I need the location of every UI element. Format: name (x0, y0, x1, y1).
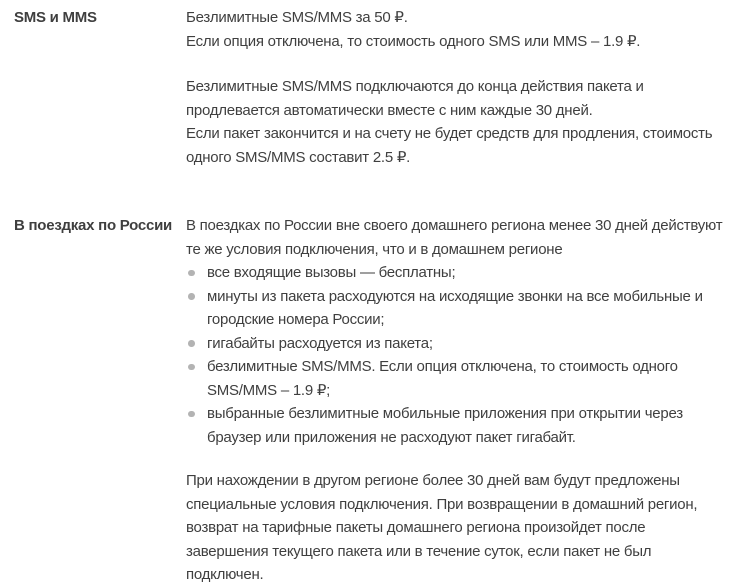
bullet-text: все входящие вызовы — бесплатны; (207, 264, 456, 281)
bullet-list (186, 261, 731, 449)
section-sms-mms (14, 6, 741, 169)
bullet-item-unlimited-apps (186, 402, 731, 449)
bullet-text: минуты из пакета расходуются на исходящие звонки на все мобильные и городские номера России; (207, 287, 703, 328)
bullet-marker-icon (188, 364, 195, 371)
bullet-marker-icon (188, 270, 195, 277)
paragraph-sms-price (186, 6, 731, 53)
bullet-marker-icon (188, 293, 195, 300)
paragraph-travel-intro: В поездках по России вне своего домашнего региона менее 30 дней действуют те же условия подключения, что и в домашнем регионе (186, 217, 723, 258)
text-line: Безлимитные SMS/MMS за 50 ₽. (186, 9, 408, 26)
bullet-marker-icon (188, 340, 195, 347)
section-content-travel-russia (186, 214, 731, 584)
bullet-text: выбранные безлимитные мобильные приложения при открытии через браузер или приложения не расходуют пакет гигабайт. (207, 405, 683, 446)
bullet-item-unlimited-sms (186, 355, 731, 402)
bullet-item-gigabytes (186, 332, 731, 356)
paragraph-travel-outro: При нахождении в другом регионе более 30 дней вам будут предложены специальные условия подключения. При возвращении в домашний регион, возврат на тарифные пакеты домашнего региона произойдет после завершения текущего пакета или в течение суток, если пакет не был подключен. (186, 472, 698, 583)
section-label-sms-mms: SMS и MMS (14, 9, 97, 26)
text-line: Если пакет закончится и на счету не будет средств для продления, стоимость одного SMS/MMS составит 2.5 ₽. (186, 125, 713, 166)
text-line: Если опция отключена, то стоимость одного SMS или MMS – 1.9 ₽. (186, 32, 641, 50)
bullet-marker-icon (188, 411, 195, 418)
text-line: Безлимитные SMS/MMS подключаются до конца действия пакета и продлевается автоматически вместе с ним каждые 30 дней. (186, 78, 644, 119)
paragraph-sms-renewal (186, 75, 731, 169)
bullet-text: безлимитные SMS/MMS. Если опция отключена, то стоимость одного SMS/MMS – 1.9 ₽; (207, 358, 678, 399)
bullet-item-incoming-calls (186, 261, 731, 285)
section-travel-russia (14, 214, 741, 584)
bullet-text: гигабайты расходуется из пакета; (207, 334, 433, 352)
bullet-item-package-minutes (186, 285, 731, 332)
section-label-travel-russia: В поездках по России (14, 217, 173, 234)
section-content-sms-mms (186, 6, 731, 169)
